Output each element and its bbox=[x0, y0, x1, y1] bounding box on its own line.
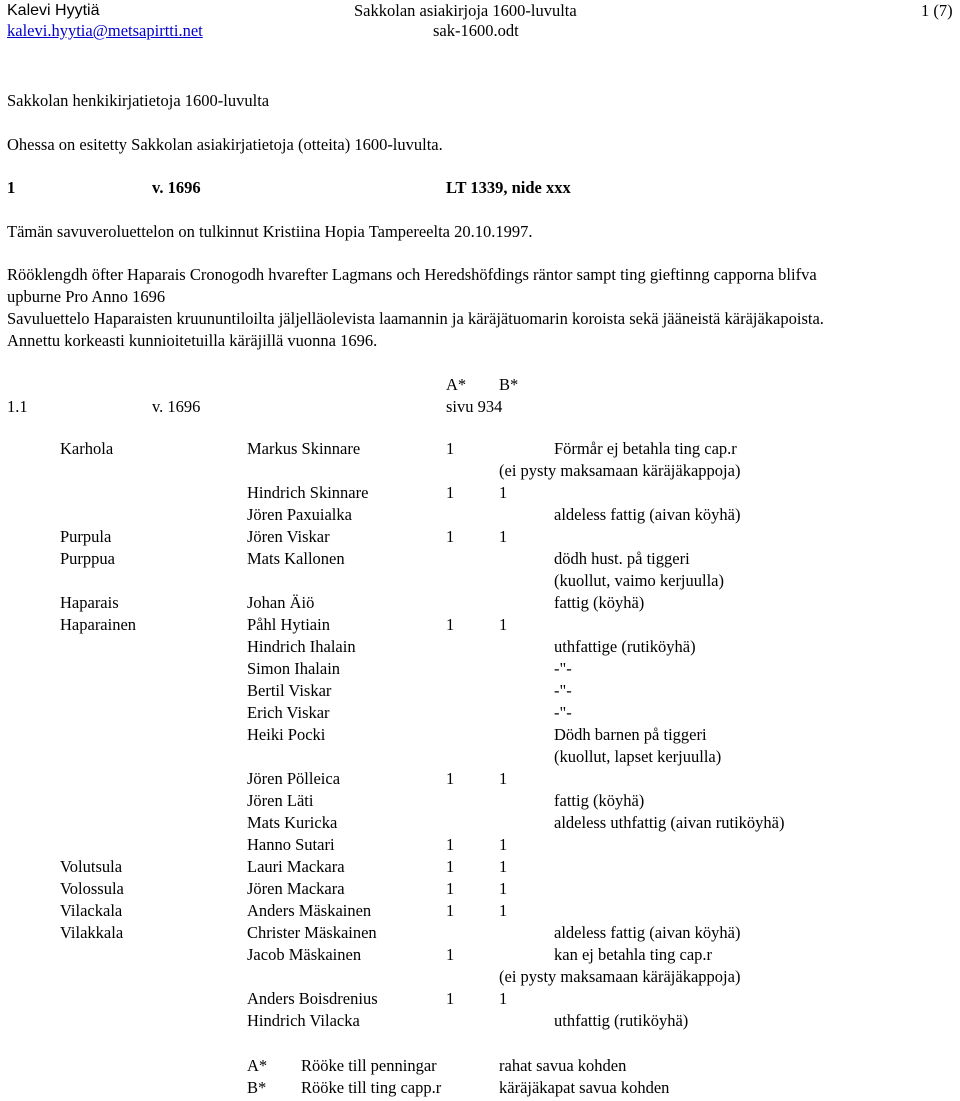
place-cell: Karhola bbox=[60, 439, 114, 458]
note-cell: aldeless fattig (aivan köyhä) bbox=[554, 505, 741, 524]
col-a-cell: 1 bbox=[446, 945, 455, 964]
name-cell: Jören Läti bbox=[247, 791, 314, 810]
place-cell: Haparais bbox=[60, 593, 119, 612]
note-cell: (kuollut, lapset kerjuulla) bbox=[554, 747, 722, 766]
table-row bbox=[0, 702, 960, 724]
note-cell: (ei pysty maksamaan käräjäkappoja) bbox=[499, 461, 741, 480]
subsection-page: sivu 934 bbox=[446, 397, 503, 416]
column-a-header: A* bbox=[446, 375, 467, 394]
col-a-cell: 1 bbox=[446, 879, 455, 898]
page-heading: Sakkolan henkikirjatietoja 1600-luvulta bbox=[7, 91, 270, 110]
name-cell: Anders Mäskainen bbox=[247, 901, 372, 920]
table-row bbox=[0, 834, 960, 856]
col-a-cell: 1 bbox=[446, 615, 455, 634]
original-text-line: Rööklengdh öfter Haparais Cronogodh hvarefter Lagmans och Heredshöfdings räntor sampt ting gieftinng capporna blifva bbox=[7, 265, 817, 284]
note-cell: Dödh barnen på tiggeri bbox=[554, 725, 707, 744]
place-cell: Purppua bbox=[60, 549, 115, 568]
place-cell: Purpula bbox=[60, 527, 112, 546]
header-author: Kalevi Hyytiä bbox=[7, 2, 100, 19]
name-cell: Jören Pölleica bbox=[247, 769, 341, 788]
place-cell: Vilakkala bbox=[60, 923, 124, 942]
table-row bbox=[0, 790, 960, 812]
name-cell: Johan Äiö bbox=[247, 593, 315, 612]
table-row bbox=[0, 482, 960, 504]
col-b-cell: 1 bbox=[499, 989, 508, 1008]
name-cell: Erich Viskar bbox=[247, 703, 330, 722]
name-cell: Jören Paxuialka bbox=[247, 505, 352, 524]
table-row bbox=[0, 614, 960, 636]
legend-original: Rööke till penningar bbox=[301, 1056, 437, 1075]
subsection-year: v. 1696 bbox=[152, 397, 201, 416]
section-reference: LT 1339, nide xxx bbox=[446, 178, 571, 197]
col-a-cell: 1 bbox=[446, 857, 455, 876]
note-cell: uthfattig (rutiköyhä) bbox=[554, 1011, 689, 1030]
legend-key: A* bbox=[247, 1056, 268, 1075]
section-number: 1 bbox=[7, 178, 16, 197]
col-b-cell: 1 bbox=[499, 857, 508, 876]
table-row bbox=[0, 944, 960, 966]
table-row bbox=[0, 988, 960, 1010]
note-cell: -"- bbox=[554, 703, 572, 722]
col-a-cell: 1 bbox=[446, 901, 455, 920]
header-filename: sak-1600.odt bbox=[433, 21, 519, 40]
note-cell: fattig (köyhä) bbox=[554, 791, 645, 810]
table-row bbox=[0, 878, 960, 900]
name-cell: Heiki Pocki bbox=[247, 725, 326, 744]
table-row bbox=[0, 636, 960, 658]
table-row bbox=[0, 548, 960, 570]
table-row bbox=[0, 680, 960, 702]
name-cell: Anders Boisdrenius bbox=[247, 989, 378, 1008]
table-row bbox=[0, 768, 960, 790]
original-text-line: Annettu korkeasti kunnioitetuilla käräjillä vuonna 1696. bbox=[7, 331, 378, 350]
place-cell: Vilackala bbox=[60, 901, 123, 920]
table-row bbox=[0, 592, 960, 614]
place-cell: Volutsula bbox=[60, 857, 123, 876]
table-row bbox=[0, 460, 960, 482]
table-row bbox=[0, 570, 960, 592]
note-cell: aldeless uthfattig (aivan rutiköyhä) bbox=[554, 813, 785, 832]
note-cell: (kuollut, vaimo kerjuulla) bbox=[554, 571, 725, 590]
name-cell: Mats Kuricka bbox=[247, 813, 338, 832]
header-email-link[interactable]: kalevi.hyytia@metsapirtti.net bbox=[7, 21, 203, 40]
note-cell: Förmår ej betahla ting cap.r bbox=[554, 439, 737, 458]
legend-row bbox=[0, 1077, 960, 1099]
col-a-cell: 1 bbox=[446, 989, 455, 1008]
note-cell: kan ej betahla ting cap.r bbox=[554, 945, 713, 964]
column-b-header: B* bbox=[499, 375, 519, 394]
original-text-line: upburne Pro Anno 1696 bbox=[7, 287, 166, 306]
table-row bbox=[0, 966, 960, 988]
table-row bbox=[0, 438, 960, 460]
place-cell: Volossula bbox=[60, 879, 124, 898]
section-year: v. 1696 bbox=[152, 178, 201, 197]
table-row bbox=[0, 526, 960, 548]
name-cell: Hindrich Vilacka bbox=[247, 1011, 360, 1030]
name-cell: Jören Mackara bbox=[247, 879, 345, 898]
note-cell: -"- bbox=[554, 659, 572, 678]
table-row bbox=[0, 724, 960, 746]
col-b-cell: 1 bbox=[499, 901, 508, 920]
place-cell: Haparainen bbox=[60, 615, 137, 634]
original-text-line: Savuluettelo Haparaisten kruununtiloilta jäljelläolevista laamannin ja käräjätuomarin koroista sekä jääneistä käräjäkapoista. bbox=[7, 309, 824, 328]
table-row bbox=[0, 746, 960, 768]
header-page-number: 1 (7) bbox=[921, 1, 953, 20]
name-cell: Hindrich Ihalain bbox=[247, 637, 356, 656]
subsection-number: 1.1 bbox=[7, 397, 28, 416]
col-a-cell: 1 bbox=[446, 483, 455, 502]
name-cell: Hindrich Skinnare bbox=[247, 483, 369, 502]
table-row bbox=[0, 504, 960, 526]
note-cell: uthfattige (rutiköyhä) bbox=[554, 637, 696, 656]
legend-row bbox=[0, 1055, 960, 1077]
col-b-cell: 1 bbox=[499, 769, 508, 788]
name-cell: Christer Mäskainen bbox=[247, 923, 377, 942]
intro-text: Ohessa on esitetty Sakkolan asiakirjatietoja (otteita) 1600-luvulta. bbox=[7, 135, 443, 154]
col-b-cell: 1 bbox=[499, 879, 508, 898]
name-cell: Bertil Viskar bbox=[247, 681, 332, 700]
note-cell: (ei pysty maksamaan käräjäkappoja) bbox=[499, 967, 741, 986]
col-a-cell: 1 bbox=[446, 527, 455, 546]
table-row bbox=[0, 812, 960, 834]
name-cell: Simon Ihalain bbox=[247, 659, 341, 678]
legend-key: B* bbox=[247, 1078, 267, 1097]
table-row bbox=[0, 856, 960, 878]
name-cell: Mats Kallonen bbox=[247, 549, 345, 568]
legend-translation: käräjäkapat savua kohden bbox=[499, 1078, 670, 1097]
legend-translation: rahat savua kohden bbox=[499, 1056, 627, 1075]
note-cell: dödh hust. på tiggeri bbox=[554, 549, 690, 568]
name-cell: Lauri Mackara bbox=[247, 857, 345, 876]
legend-original: Rööke till ting capp.r bbox=[301, 1078, 442, 1097]
note-cell: aldeless fattig (aivan köyhä) bbox=[554, 923, 741, 942]
col-b-cell: 1 bbox=[499, 527, 508, 546]
note-cell: fattig (köyhä) bbox=[554, 593, 645, 612]
table-row bbox=[0, 900, 960, 922]
translator-note: Tämän savuveroluettelon on tulkinnut Kristiina Hopia Tampereelta 20.10.1997. bbox=[7, 222, 533, 241]
note-cell: -"- bbox=[554, 681, 572, 700]
col-a-cell: 1 bbox=[446, 769, 455, 788]
table-row bbox=[0, 658, 960, 680]
name-cell: Påhl Hytiain bbox=[247, 615, 330, 634]
table-row bbox=[0, 1010, 960, 1032]
name-cell: Jören Viskar bbox=[247, 527, 330, 546]
col-b-cell: 1 bbox=[499, 835, 508, 854]
name-cell: Jacob Mäskainen bbox=[247, 945, 362, 964]
col-a-cell: 1 bbox=[446, 439, 455, 458]
col-b-cell: 1 bbox=[499, 483, 508, 502]
col-a-cell: 1 bbox=[446, 835, 455, 854]
col-b-cell: 1 bbox=[499, 615, 508, 634]
header-doc-title: Sakkolan asiakirjoja 1600-luvulta bbox=[354, 1, 577, 20]
table-row bbox=[0, 922, 960, 944]
name-cell: Hanno Sutari bbox=[247, 835, 335, 854]
name-cell: Markus Skinnare bbox=[247, 439, 361, 458]
